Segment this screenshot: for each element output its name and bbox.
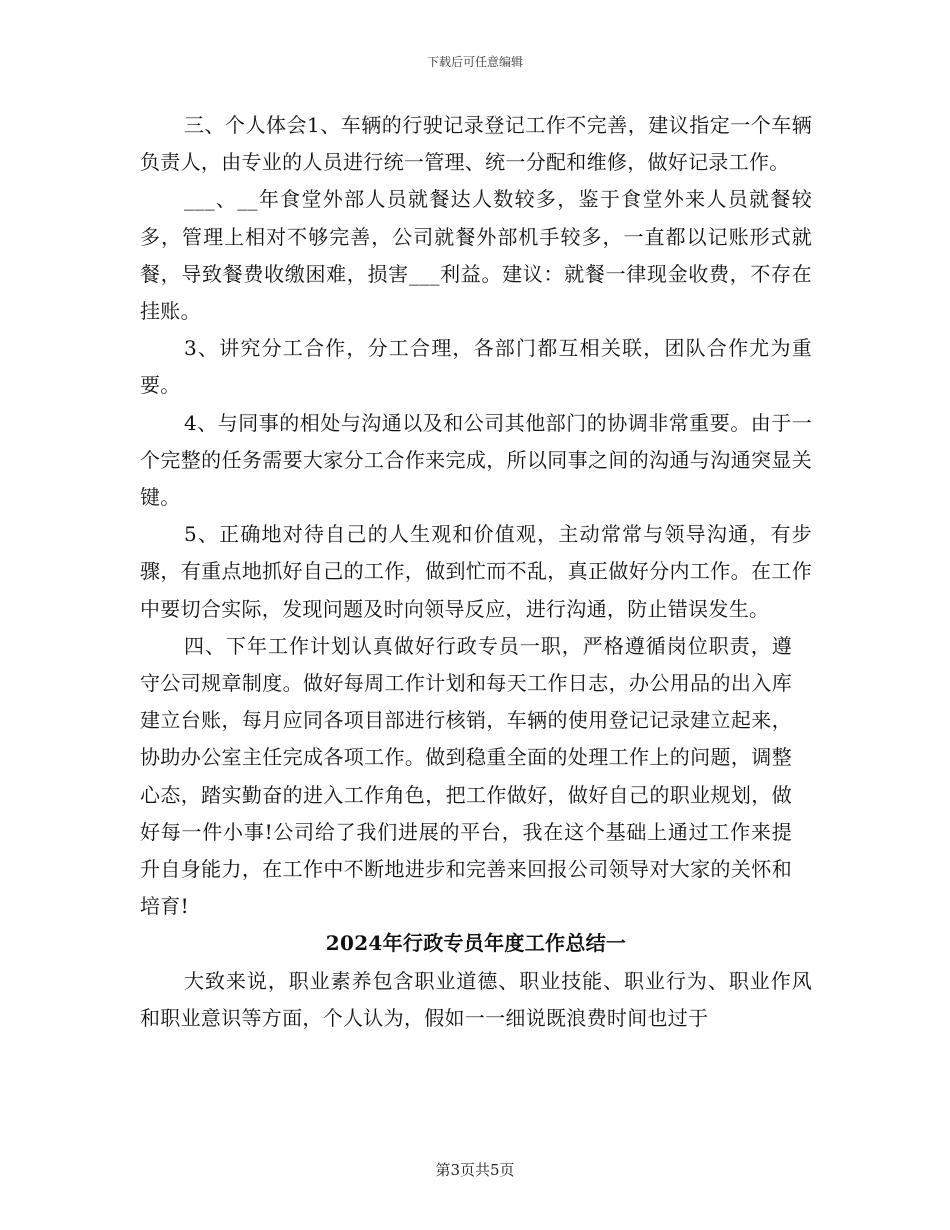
header-note: 下载后可任意编辑 bbox=[426, 55, 523, 69]
paragraph-work-plan: 四、下年工作计划认真做好行政专员一职，严格遵循岗位职责，遵守公司规章制度。做好每周工作计划和每天工作日志，办公用品的出入库建立台账，每月应同各项目部进行核销，车辆的使用登记记录建立起来，协助办公室主任完成各项工作。做到稳重全面的处理工作上的问题，调整心态，踏实勤奋的进入工作角色，把工作做好，做好自己的职业规划，做好每一件小事!公司给了我们进展的平台，我在这个基础上通过工作来提升自身能力，在工作中不断地进步和完善来回报公司领导对大家的关怀和培育! bbox=[140, 633, 792, 919]
section-title: 2024年行政专员年度工作总结一 bbox=[325, 931, 627, 956]
paragraph-professionalism: 大致来说，职业素养包含职业道德、职业技能、职业行为、职业作风和职业意识等方面，个人认为，假如一一细说既浪费时间也过于 bbox=[140, 968, 812, 1030]
document-body bbox=[140, 107, 812, 1037]
page-number-footer: 第3页共5页 bbox=[435, 1161, 515, 1179]
paragraph-personal-experience: 三、个人体会1、车辆的行驶记录登记工作不完善，建议指定一个车辆负责人，由专业的人员进行统一管理、统一分配和维修，做好记录工作。 bbox=[140, 113, 812, 175]
paragraph-values: 5、正确地对待自己的人生观和价值观，主动常常与领导沟通，有步骤，有重点地抓好自己的工作，做到忙而不乱，真正做好分内工作。在工作中要切合实际，发现问题及时向领导反应，进行沟通，防止错误发生。 bbox=[140, 522, 812, 621]
paragraph-canteen: ___、__年食堂外部人员就餐达人数较多，鉴于食堂外来人员就餐较多，管理上相对不够完善，公司就餐外部机手较多，一直都以记账形式就餐，导致餐费收缴困难，损害___利益。建议：就餐一律现金收费，不存在挂账。 bbox=[140, 187, 812, 324]
paragraph-communication: 4、与同事的相处与沟通以及和公司其他部门的协调非常重要。由于一个完整的任务需要大家分工合作来完成，所以同事之间的沟通与沟通突显关键。 bbox=[140, 410, 812, 510]
paragraph-teamwork: 3、讲究分工合作，分工合理，各部门都互相关联，团队合作尤为重要。 bbox=[140, 336, 812, 398]
